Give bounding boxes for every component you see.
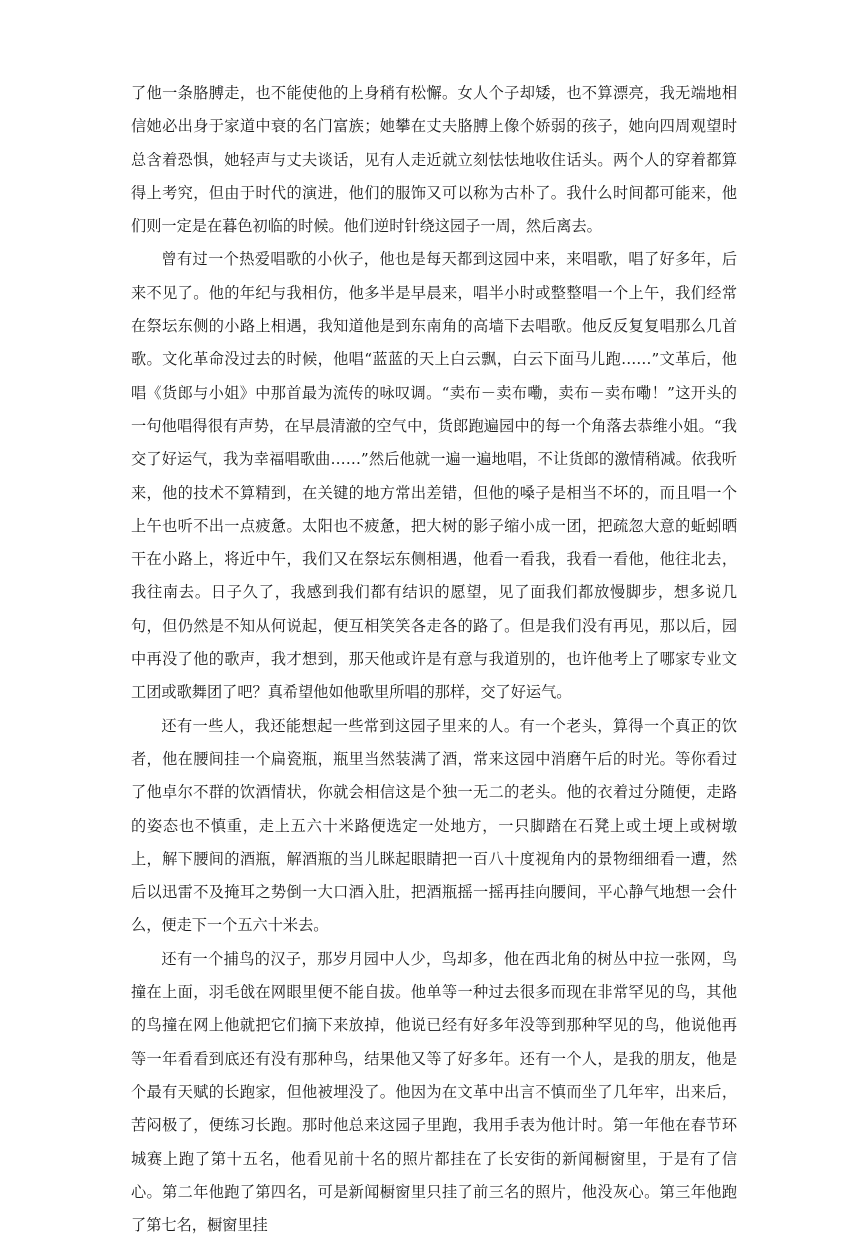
- document-body: [131, 77, 737, 1242]
- paragraph: 还有一个捕鸟的汉子，那岁月园中人少，鸟却多，他在西北角的树丛中拉一张网，鸟撞在上面，羽毛戗在网眼里便不能自拔。他单等一种过去很多而现在非常罕见的鸟，其他的鸟撞在网上他就把它们摘下来放掉，他说已经有好多年没等到那种罕见的鸟，他说他再等一年看看到底还有没有那种鸟，结果他又等了好多年。还有一个人，是我的朋友，他是个最有天赋的长跑家，但他被埋没了。他因为在文革中出言不慎而坐了几年牢，出来后，苦闷极了，便练习长跑。那时他总来这园子里跑，我用手表为他计时。第一年他在春节环城赛上跑了第十五名，他看见前十名的照片都挂在了长安街的新闻橱窗里，于是有了信心。第二年他跑了第四名，可是新闻橱窗里只挂了前三名的照片，他没灰心。第三年他跑了第七名，橱窗里挂: [131, 949, 737, 1235]
- paragraph: 曾有过一个热爱唱歌的小伙子，他也是每天都到这园中来，来唱歌，唱了好多年，后来不见了。他的年纪与我相仿，他多半是早晨来，唱半小时或整整唱一个上午，我们经常在祭坛东侧的小路上相遇，我知道他是到东南角的高墙下去唱歌。他反反复复唱那么几首歌。文化革命没过去的时候，他唱“蓝蓝的天上白云飘，白云下面马儿跑……”文革后，他唱《货郎与小姐》中那首最为流传的咏叹调。“卖布－卖布嘞，卖布－卖布嘞！”这开头的一句他唱得很有声势，在早晨清澈的空气中，货郎跑遍园中的每一个角落去恭维小姐。“我交了好运气，我为幸福唱歌曲……”然后他就一遍一遍地唱，不让货郎的激情稍减。依我听来，他的技术不算精到，在关键的地方常出差错，但他的嗓子是相当不坏的，而且唱一个上午也听不出一点疲惫。太阳也不疲惫，把大树的影子缩小成一团，把疏忽大意的蚯蚓晒干在小路上，将近中午，我们又在祭坛东侧相遇，他看一看我，我看一看他，他往北去，我往南去。日子久了，我感到我们都有结识的愿望，见了面我们都放慢脚步，想多说几句，但仍然是不知从何说起，便互相笑笑各走各的路了。但是我们没有再见，那以后，园中再没了他的歌声，我才想到，那天他或许是有意与我道别的，也许他考上了哪家专业文工团或歌舞团了吧？真希望他如他歌里所唱的那样，交了好运气。: [131, 250, 737, 702]
- paragraph: 还有一些人，我还能想起一些常到这园子里来的人。有一个老头，算得一个真正的饮者，他在腰间挂一个扁瓷瓶，瓶里当然装满了酒，常来这园中消磨午后的时光。等你看过了他卓尔不群的饮酒情状，你就会相信这是个独一无二的老头。他的衣着过分随便，走路的姿态也不慎重，走上五六十米路便选定一处地方，一只脚踏在石凳上或土埂上或树墩上，解下腰间的酒瓶，解酒瓶的当儿眯起眼睛把一百八十度视角内的景物细细看一遭，然后以迅雷不及掩耳之势倒一大口酒入肚，把酒瓶摇一摇再挂向腰间，平心静气地想一会什么，便走下一个五六十米去。: [131, 716, 737, 935]
- paragraph: 了他一条胳膊走，也不能使他的上身稍有松懈。女人个子却矮，也不算漂亮，我无端地相信她必出身于家道中衰的名门富族；她攀在丈夫胳膊上像个娇弱的孩子，她向四周观望时总含着恐惧，她轻声与丈夫谈话，见有人走近就立刻怯怯地收住话头。两个人的穿着都算得上考究，但由于时代的演进，他们的服饰又可以称为古朴了。我什么时间都可能来，他们则一定是在暮色初临的时候。他们逆时针绕这园子一周，然后离去。: [131, 84, 737, 236]
